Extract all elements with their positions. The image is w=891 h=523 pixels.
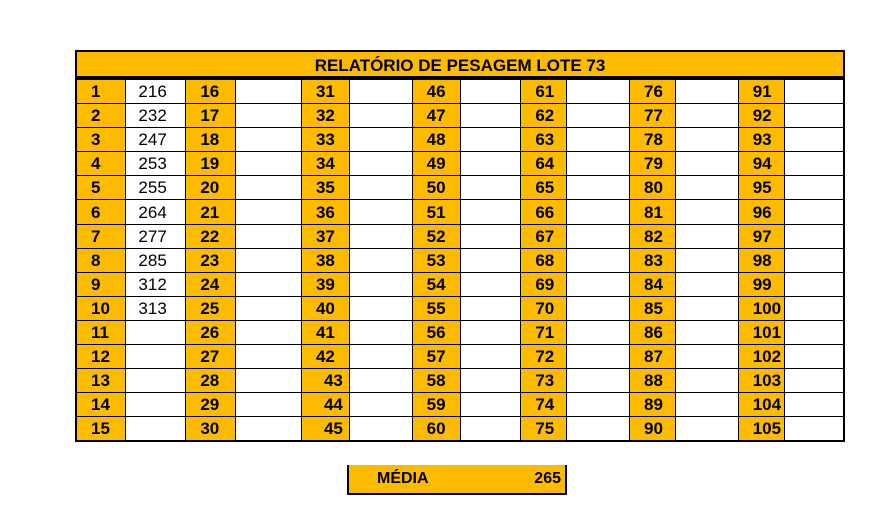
animal-number-cell: 69 [521,272,567,296]
weight-cell: 277 [126,224,186,248]
weight-cell [236,224,302,248]
animal-number-cell: 58 [412,369,460,393]
animal-number-cell: 82 [630,224,676,248]
table-row [76,417,844,442]
weight-cell [349,224,412,248]
weight-cell: 255 [126,176,186,200]
animal-number-cell: 34 [301,152,349,176]
animal-number-cell: 97 [738,224,784,248]
animal-number-cell: 70 [521,296,567,320]
animal-number-cell: 68 [521,248,567,272]
animal-number-cell: 23 [186,248,236,272]
table-row [76,369,844,393]
weight-cell [567,248,630,272]
weight-cell [675,176,738,200]
animal-number-cell: 18 [186,128,236,152]
weight-cell [349,345,412,369]
animal-number-cell: 57 [412,345,460,369]
animal-number-cell: 90 [630,417,676,442]
table-row [76,128,844,152]
animal-number-cell: 42 [301,345,349,369]
animal-number-cell: 35 [301,176,349,200]
table-row [76,248,844,272]
animal-number-cell: 93 [738,128,784,152]
weight-cell [349,369,412,393]
weight-cell [460,296,521,320]
weight-cell [567,79,630,104]
weight-cell [567,417,630,442]
animal-number-cell: 4 [76,152,126,176]
weight-cell [675,393,738,417]
table-row [76,320,844,344]
weight-cell [349,200,412,224]
animal-number-cell: 2 [76,104,126,128]
animal-number-cell: 89 [630,393,676,417]
animal-number-cell: 75 [521,417,567,442]
weight-cell [675,272,738,296]
weight-cell [675,224,738,248]
animal-number-cell: 65 [521,176,567,200]
weight-cell [567,272,630,296]
weight-cell [784,224,844,248]
table-row [76,104,844,128]
weight-cell [460,128,521,152]
weight-cell [349,128,412,152]
animal-number-cell: 54 [412,272,460,296]
weight-cell [236,128,302,152]
weight-cell [675,369,738,393]
weight-cell [236,248,302,272]
weight-cell [675,417,738,442]
weight-cell [567,176,630,200]
animal-number-cell: 71 [521,320,567,344]
weight-cell [784,272,844,296]
animal-number-cell: 92 [738,104,784,128]
animal-number-cell: 105 [738,417,784,442]
weight-cell [126,417,186,442]
weight-cell [567,320,630,344]
animal-number-cell: 85 [630,296,676,320]
weight-cell [236,176,302,200]
average-value: 265 [534,470,561,487]
weight-cell [349,296,412,320]
animal-number-cell: 62 [521,104,567,128]
animal-number-cell: 8 [76,248,126,272]
animal-number-cell: 1 [76,79,126,104]
animal-number-cell: 20 [186,176,236,200]
animal-number-cell: 84 [630,272,676,296]
weight-cell [236,104,302,128]
table-row [76,176,844,200]
animal-number-cell: 3 [76,128,126,152]
animal-number-cell: 33 [301,128,349,152]
animal-number-cell: 52 [412,224,460,248]
animal-number-cell: 98 [738,248,784,272]
animal-number-cell: 99 [738,272,784,296]
weight-cell [567,152,630,176]
animal-number-cell: 29 [186,393,236,417]
weight-cell [784,369,844,393]
weight-cell [236,152,302,176]
animal-number-cell: 86 [630,320,676,344]
animal-number-cell: 31 [301,79,349,104]
weight-cell [675,79,738,104]
animal-number-cell: 12 [76,345,126,369]
animal-number-cell: 41 [301,320,349,344]
animal-number-cell: 87 [630,345,676,369]
average-label: MÉDIA [377,470,429,487]
weight-cell [460,272,521,296]
table-row [76,393,844,417]
weight-cell [675,104,738,128]
table-row [76,296,844,320]
animal-number-cell: 48 [412,128,460,152]
weight-cell [460,248,521,272]
table-row [76,200,844,224]
table-row [76,152,844,176]
weight-cell [567,104,630,128]
weight-cell [675,320,738,344]
weight-cell [236,393,302,417]
weight-cell [349,176,412,200]
animal-number-cell: 64 [521,152,567,176]
animal-number-cell: 51 [412,200,460,224]
animal-number-cell: 101 [738,320,784,344]
animal-number-cell: 26 [186,320,236,344]
weight-cell [236,79,302,104]
animal-number-cell: 6 [76,200,126,224]
animal-number-cell: 100 [738,296,784,320]
table-row [76,79,844,104]
animal-number-cell: 14 [76,393,126,417]
animal-number-cell: 28 [186,369,236,393]
weight-cell [236,200,302,224]
animal-number-cell: 76 [630,79,676,104]
animal-number-cell: 9 [76,272,126,296]
weight-cell [784,417,844,442]
weight-cell [460,176,521,200]
animal-number-cell: 95 [738,176,784,200]
animal-number-cell: 30 [186,417,236,442]
weight-cell [784,200,844,224]
table-row [76,224,844,248]
weight-cell: 247 [126,128,186,152]
animal-number-cell: 21 [186,200,236,224]
weight-cell [784,128,844,152]
animal-number-cell: 36 [301,200,349,224]
weight-cell [126,369,186,393]
animal-number-cell: 67 [521,224,567,248]
animal-number-cell: 104 [738,393,784,417]
animal-number-cell: 15 [76,417,126,442]
weight-cell [784,296,844,320]
animal-number-cell: 53 [412,248,460,272]
weight-cell: 232 [126,104,186,128]
animal-number-cell: 17 [186,104,236,128]
weight-cell [460,79,521,104]
weight-cell [460,224,521,248]
weight-cell [236,272,302,296]
animal-number-cell: 81 [630,200,676,224]
average-box [347,465,567,495]
weight-cell [567,369,630,393]
animal-number-cell: 77 [630,104,676,128]
animal-number-cell: 63 [521,128,567,152]
weight-cell [460,152,521,176]
weight-cell [784,248,844,272]
animal-number-cell: 56 [412,320,460,344]
animal-number-cell: 59 [412,393,460,417]
weight-cell: 313 [126,296,186,320]
weight-cell [784,79,844,104]
weight-cell [675,345,738,369]
animal-number-cell: 47 [412,104,460,128]
weight-cell [784,176,844,200]
weight-cell [349,417,412,442]
weight-cell [784,320,844,344]
weight-cell [349,393,412,417]
weight-cell [460,369,521,393]
animal-number-cell: 11 [76,320,126,344]
animal-number-cell: 91 [738,79,784,104]
animal-number-cell: 27 [186,345,236,369]
animal-number-cell: 73 [521,369,567,393]
animal-number-cell: 37 [301,224,349,248]
weight-cell [675,248,738,272]
animal-number-cell: 5 [76,176,126,200]
animal-number-cell: 60 [412,417,460,442]
weighing-table [75,78,845,442]
weight-cell: 312 [126,272,186,296]
animal-number-cell: 7 [76,224,126,248]
animal-number-cell: 50 [412,176,460,200]
animal-number-cell: 46 [412,79,460,104]
animal-number-cell: 83 [630,248,676,272]
weight-cell [567,200,630,224]
weight-cell [236,345,302,369]
weight-cell [460,104,521,128]
weight-cell: 264 [126,200,186,224]
weight-cell [567,128,630,152]
weighing-report-sheet [75,50,845,465]
animal-number-cell: 24 [186,272,236,296]
animal-number-cell: 10 [76,296,126,320]
animal-number-cell: 45 [301,417,349,442]
animal-number-cell: 32 [301,104,349,128]
weight-cell [126,345,186,369]
table-row [76,345,844,369]
weight-cell [784,152,844,176]
animal-number-cell: 78 [630,128,676,152]
animal-number-cell: 39 [301,272,349,296]
weight-cell: 253 [126,152,186,176]
weight-cell [784,393,844,417]
weight-cell [675,128,738,152]
animal-number-cell: 22 [186,224,236,248]
weight-cell [567,393,630,417]
weight-cell [126,320,186,344]
weight-cell [460,417,521,442]
animal-number-cell: 55 [412,296,460,320]
animal-number-cell: 94 [738,152,784,176]
weight-cell [236,296,302,320]
weight-cell [349,79,412,104]
weight-cell [675,296,738,320]
animal-number-cell: 40 [301,296,349,320]
weight-cell [349,248,412,272]
weight-cell: 216 [126,79,186,104]
weight-cell [675,152,738,176]
weight-cell [236,417,302,442]
weight-cell [784,104,844,128]
animal-number-cell: 43 [301,369,349,393]
weight-cell [784,345,844,369]
animal-number-cell: 44 [301,393,349,417]
animal-number-cell: 49 [412,152,460,176]
animal-number-cell: 88 [630,369,676,393]
report-title: RELATÓRIO DE PESAGEM LOTE 73 [75,50,845,78]
animal-number-cell: 96 [738,200,784,224]
animal-number-cell: 74 [521,393,567,417]
weight-cell [349,104,412,128]
animal-number-cell: 13 [76,369,126,393]
weight-cell [349,272,412,296]
animal-number-cell: 79 [630,152,676,176]
weight-cell [460,200,521,224]
weight-cell [460,345,521,369]
weight-cell [236,369,302,393]
animal-number-cell: 19 [186,152,236,176]
weight-cell [675,200,738,224]
animal-number-cell: 103 [738,369,784,393]
weight-cell [567,224,630,248]
weight-cell [126,393,186,417]
animal-number-cell: 102 [738,345,784,369]
animal-number-cell: 25 [186,296,236,320]
weight-cell [460,320,521,344]
weight-cell [460,393,521,417]
weight-cell [349,152,412,176]
animal-number-cell: 66 [521,200,567,224]
weight-cell [567,345,630,369]
weight-cell [236,320,302,344]
weight-cell: 285 [126,248,186,272]
animal-number-cell: 16 [186,79,236,104]
table-row [76,272,844,296]
animal-number-cell: 61 [521,79,567,104]
animal-number-cell: 80 [630,176,676,200]
weight-cell [349,320,412,344]
animal-number-cell: 38 [301,248,349,272]
animal-number-cell: 72 [521,345,567,369]
weight-cell [567,296,630,320]
